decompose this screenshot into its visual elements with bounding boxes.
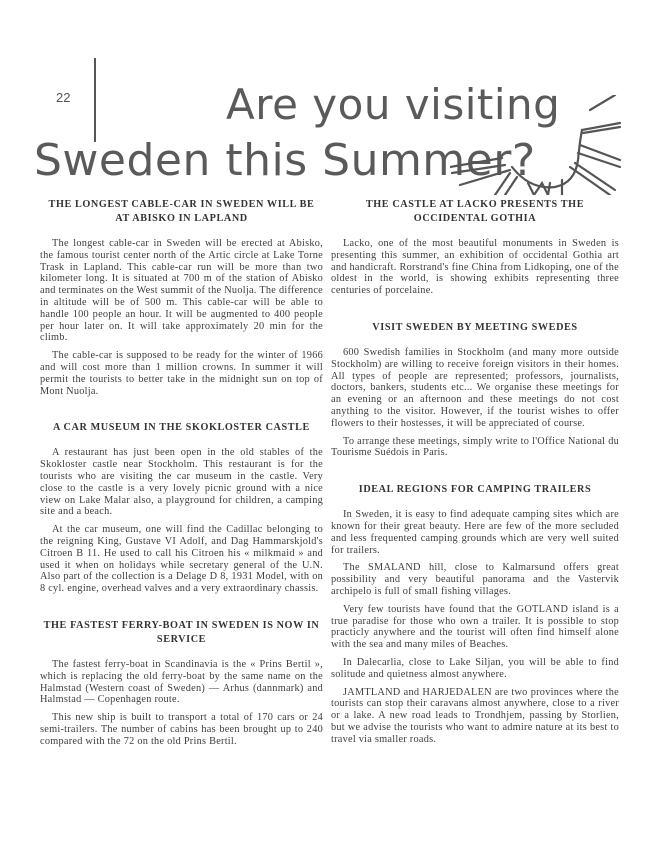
article-paragraph: A restaurant has just been open in the old stables of the Skokloster castle near Stockholm. This restaurant is for the tourists who are visiting the car museum in the castle. Very close to the castle is a very lovely picnic ground with a nice view on Lake Malar also, a playground for children, a camping site and a beach. <box>40 447 323 518</box>
left-column <box>40 198 323 754</box>
article-camping-trailers <box>331 483 619 745</box>
article-paragraph: At the car museum, one will find the Cadillac belonging to the reigning King, Gustave VI Adolf, and Dag Hammarskjold's Citroen B 11. He used to call his Citroen his « milkmaid » and used it when on holidays while secretary general of the U.N. Also part of the collection is a Delage D 8, 1931 Model, with on 8 cyl. engine, overhead valves and a very extraordinary chassis. <box>40 524 323 595</box>
sun-rays-icon <box>450 95 650 195</box>
article-heading: VISIT SWEDEN BY MEETING SWEDES <box>372 321 578 333</box>
article-meeting-swedes <box>331 321 619 459</box>
article-castle-lacko <box>331 198 619 297</box>
article-paragraph: JAMTLAND and HARJEDALEN are two provinces where the tourists can stop their caravans almost anywhere, close to a river or a lake. A new road leads to Trondhjem, passing by Storlien, but we advise the tourists who want to admire nature at its best to travel via smaller roads. <box>331 686 619 745</box>
title-line-2: Sweden this Summer? <box>34 135 536 186</box>
article-car-museum <box>40 421 323 595</box>
article-paragraph: In Sweden, it is easy to find adequate camping sites which are known for their great beauty. Here are few of the more secluded and less frequented camping grounds which are very well suited for trailers. <box>331 509 619 556</box>
title-line-1: Are you visiting <box>226 80 561 129</box>
article-paragraph: The SMALAND hill, close to Kalmarsund offers great possibility and very beautiful panorama and the Vastervik archipelo is full of small fishing villages. <box>331 562 619 597</box>
article-heading: IDEAL REGIONS FOR CAMPING TRAILERS <box>358 484 592 496</box>
article-paragraph: To arrange these meetings, simply write to l'Office National du Tourisme Suédois in Paris. <box>331 435 619 459</box>
article-cable-car <box>40 198 323 397</box>
article-heading: THE CASTLE AT LACKO PRESENTS THE OCCIDENTAL GOTHIA <box>365 199 585 224</box>
article-ferry-boat <box>40 619 323 748</box>
article-paragraph: Very few tourists have found that the GOTLAND island is a true paradise for those who own a trailer. It is possible to stop practicly anywhere and the tourist will often find himself alone with the sea and many miles of Beaches. <box>331 603 619 651</box>
article-heading: THE FASTEST FERRY-BOAT IN SWEDEN IS NOW IN SERVICE <box>43 619 320 645</box>
right-column <box>331 198 619 752</box>
article-paragraph: In Dalecarlia, close to Lake Siljan, you will be able to find solitude and quietness almost anywhere. <box>331 656 619 680</box>
article-paragraph: The fastest ferry-boat in Scandinavia is the « Prins Bertil », which is replacing the old ferry-boat by the same name on the Halmstad (Western coast of Sweden) — Arhus (dannmark) and Halmstad — Copenhagen route. <box>40 658 323 706</box>
article-heading: THE LONGEST CABLE-CAR IN SWEDEN WILL BE AT ABISKO IN LAPLAND <box>48 199 315 224</box>
article-paragraph: 600 Swedish families in Stockholm (and many more outside Stockholm) are willing to receive foreign visitors in their homes. All types of people are represented; professors, journalists, doctors, bankers, students etc... We organise these meetings for an evening or an afternoon and these meetings do not cost anything to the visitor. However, if the tourist wishes to offer flowers to their hostesses, it will be appreciated of course. <box>331 346 619 429</box>
article-paragraph: This new ship is built to transport a total of 170 cars or 24 semi-trailers. The number of cabins has been brought up to 240 compared with the 72 on the old Prins Bertil. <box>40 712 323 747</box>
article-paragraph: The cable-car is supposed to be ready for the winter of 1966 and will cost more than 1 million crowns. In summer it will permit the tourists to better take in the midnight sun on top of Mont Nuolja. <box>40 350 323 397</box>
page-number: 22 <box>56 90 71 105</box>
article-heading: A CAR MUSEUM IN THE SKOKLOSTER CASTLE <box>53 422 310 434</box>
article-paragraph: The longest cable-car in Sweden will be erected at Abisko, the famous tourist center north of the Artic circle at Lake Torne Trask in Lapland. This cable-car run will be more than two kilometer long. It is situated at 700 m of the station of Abisko and terminates on the West summit of the Nuolja. The difference in altitude will be of 500 m. This cable-car will be able to handle 100 people an hour. It will be augmented to 400 people per hour later on. It will take approximately 20 min for the climb. <box>40 238 323 344</box>
vertical-rule <box>94 58 96 142</box>
article-paragraph: Lacko, one of the most beautiful monuments in Sweden is presenting this summer, an exhibition of occidental Gothia art and handicraft. Rorstrand's fine China from Lidkoping, one of the oldest in the world, is showing exhibits representing three centuries of porcelaine. <box>331 238 619 297</box>
